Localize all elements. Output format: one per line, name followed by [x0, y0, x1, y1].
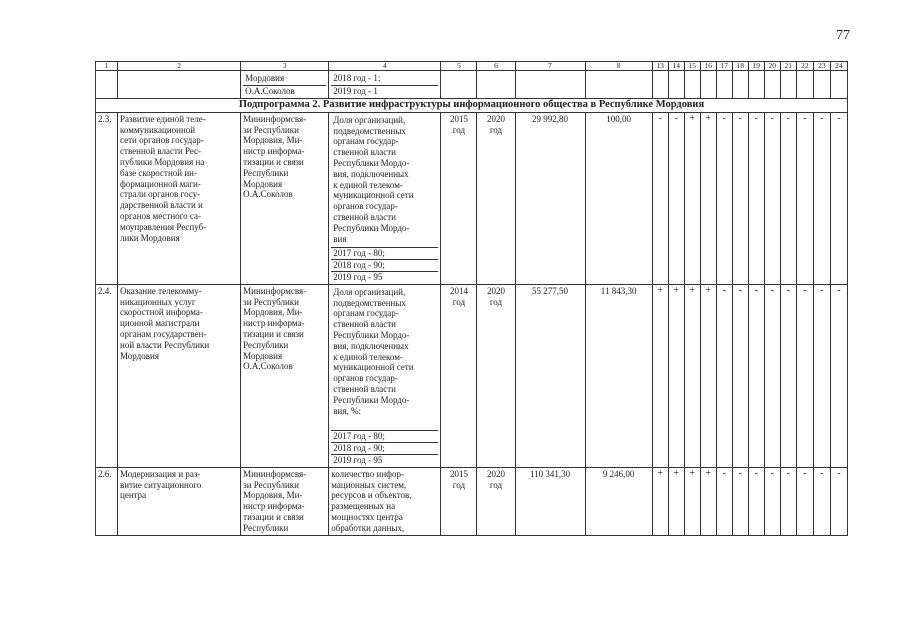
total-funding: 110 341,30 [515, 467, 585, 535]
table-row [96, 284, 848, 467]
executor-text: Мининформсвя- зи Республики Мордовия, Ми- нистр информа- тизации и связи Республики [241, 467, 329, 535]
plan-mark: - [813, 467, 830, 535]
plan-mark: - [748, 112, 764, 284]
col-header: 15 [684, 62, 700, 71]
col-header: 1 [96, 62, 118, 71]
col-header: 14 [668, 62, 684, 71]
plan-mark: + [700, 284, 716, 467]
col-header: 2 [118, 62, 241, 71]
program-table [95, 61, 848, 536]
col-header: 19 [748, 62, 764, 71]
plan-mark: - [813, 284, 830, 467]
federal-funding: 100,00 [585, 112, 652, 284]
plan-mark: - [748, 467, 764, 535]
end-year: 2020 год [477, 284, 515, 467]
plan-mark: - [716, 284, 732, 467]
col-header: 5 [441, 62, 477, 71]
plan-mark: + [652, 467, 668, 535]
plan-mark: - [780, 467, 796, 535]
executor-text: О.А.Соколов [243, 85, 326, 97]
end-year: 2020 год [477, 112, 515, 284]
plan-mark: + [700, 112, 716, 284]
continuation-row [96, 71, 848, 99]
column-number-row [96, 62, 848, 71]
indicator-cell [329, 284, 441, 467]
indicator-text: Доля организаций, подведомственных органам государ- ственной власти Республики Мордо- вия, подключенных к единой телеком- муникационной сети органов государ- ственной власти Республики Мордо- вия [333, 114, 414, 244]
start-year: 2014 год [441, 284, 477, 467]
plan-mark: - [732, 284, 748, 467]
col-header: 21 [780, 62, 796, 71]
col-header: 4 [329, 62, 441, 71]
plan-mark: - [830, 112, 847, 284]
indicator-cell [329, 112, 441, 284]
plan-mark: - [764, 467, 780, 535]
plan-mark: + [684, 284, 700, 467]
end-year: 2020 год [477, 467, 515, 535]
indicator-year: 2019 год - 95 [331, 454, 438, 466]
start-year: 2015 год [441, 112, 477, 284]
col-header: 23 [813, 62, 830, 71]
plan-mark: - [830, 284, 847, 467]
start-year: 2015 год [441, 467, 477, 535]
plan-mark: + [684, 112, 700, 284]
subprogram-row [96, 98, 848, 112]
indicator-text: количество инфор- мационных систем, ресурсов и объектов, размещенных на мощностях центра обработки данных, [329, 467, 441, 535]
plan-mark: - [652, 112, 668, 284]
indicator-year: 2019 год - 95 [331, 271, 438, 283]
col-header: 20 [764, 62, 780, 71]
row-number: 2.4. [96, 284, 118, 467]
plan-mark: - [780, 284, 796, 467]
table-row [96, 467, 848, 535]
plan-mark: - [668, 112, 684, 284]
plan-mark: + [668, 284, 684, 467]
measure-name: Оказание телекомму- никационных услуг скоростной информа- ционной магистрали органам государствен- ной власти Республики Мордовия [118, 284, 241, 467]
plan-mark: + [684, 467, 700, 535]
plan-mark: - [732, 467, 748, 535]
col-header: 24 [830, 62, 847, 71]
plan-mark: - [796, 284, 813, 467]
row-number: 2.3. [96, 112, 118, 284]
plan-mark: - [796, 112, 813, 284]
indicator-cell [329, 71, 441, 99]
plan-mark: - [764, 284, 780, 467]
plan-mark: + [652, 284, 668, 467]
indicator-year: 2019 год - 1 [331, 85, 438, 97]
executor-text: Мининформсвя- зи Республики Мордовия, Ми- нистр информа- тизации и связи Республики Мордовия О.А.Соколов [241, 112, 329, 284]
plan-mark: - [716, 112, 732, 284]
plan-mark: - [780, 112, 796, 284]
col-header: 3 [241, 62, 329, 71]
subprogram-title: Подпрограмма 2. Развитие инфраструктуры информационного общества в Республике Мордовия [96, 98, 848, 112]
total-funding: 55 277,50 [515, 284, 585, 467]
total-funding: 29 992,80 [515, 112, 585, 284]
indicator-year: 2018 год - 1; [333, 73, 381, 83]
table-row [96, 112, 848, 284]
col-header: 16 [700, 62, 716, 71]
indicator-year: 2018 год - 90; [331, 259, 438, 271]
row-number: 2.6. [96, 467, 118, 535]
plan-mark: + [700, 467, 716, 535]
indicator-year: 2017 год - 80; [331, 247, 438, 259]
page-number: 77 [836, 28, 850, 43]
indicator-text: Доля организаций, подведомственных органам государ- ственной власти Республики Мордо- вия, подключенных к единой телеком- муникационной сети органов государ- ственной власти Республики Мордо- вия, %: [333, 286, 414, 416]
indicator-year: 2018 год - 90; [331, 442, 438, 454]
plan-mark: - [796, 467, 813, 535]
executor-text: Мининформсвя- зи Республики Мордовия, Ми- нистр информа- тизации и связи Республики Мордовия О.А.Соколов [241, 284, 329, 467]
federal-funding: 9 246,00 [585, 467, 652, 535]
col-header: 18 [732, 62, 748, 71]
plan-mark: - [813, 112, 830, 284]
measure-name: Развитие единой теле- коммуникационной сети органов государ- ственной власти Рес- публики Мордовия на базе скоростной ин- формационной маги- страли органов госу- дарственной власти и органов местного са- моуправления Респуб- лики Мордовия [118, 112, 241, 284]
plan-mark: - [764, 112, 780, 284]
plan-mark: - [732, 112, 748, 284]
col-header: 17 [716, 62, 732, 71]
indicator-year: 2017 год - 80; [331, 430, 438, 442]
col-header: 7 [515, 62, 585, 71]
plan-mark: + [668, 467, 684, 535]
col-header: 22 [796, 62, 813, 71]
plan-mark: - [830, 467, 847, 535]
federal-funding: 11 843,30 [585, 284, 652, 467]
col-header: 6 [477, 62, 515, 71]
measure-name: Модернизация и раз- витие ситуационного центра [118, 467, 241, 535]
col-header: 8 [585, 62, 652, 71]
executor-cell [241, 71, 329, 99]
plan-mark: - [748, 284, 764, 467]
col-header: 13 [652, 62, 668, 71]
plan-mark: - [716, 467, 732, 535]
executor-text: Мордовия [245, 73, 285, 83]
